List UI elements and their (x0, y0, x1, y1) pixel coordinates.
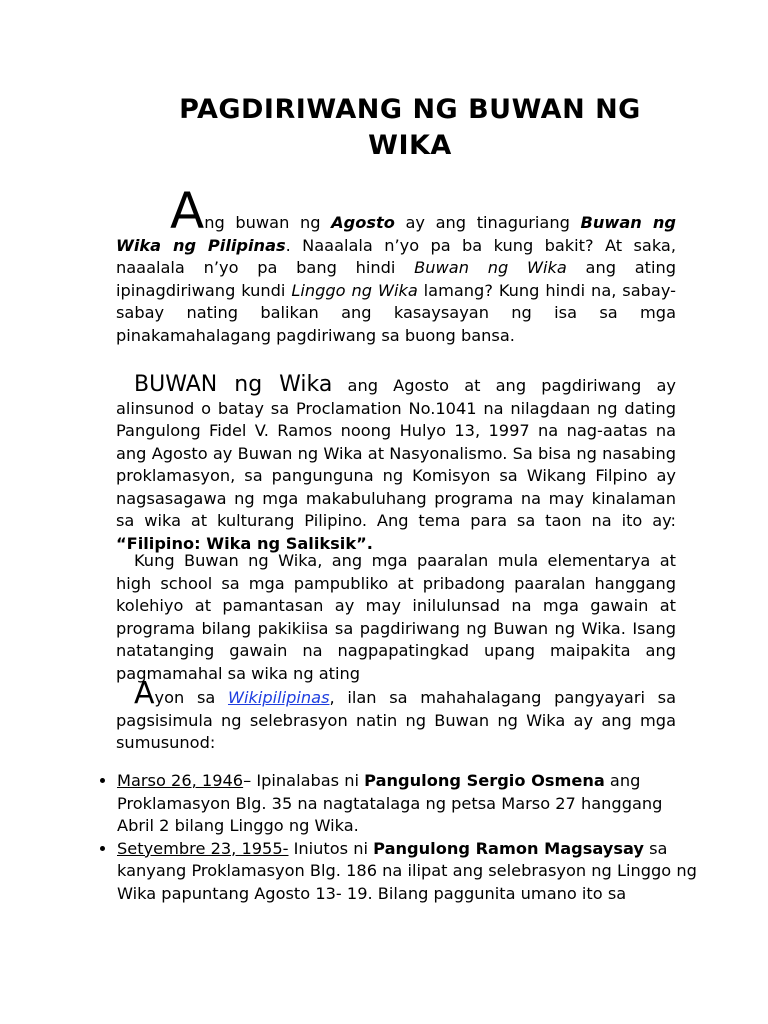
agosto-text: Agosto (331, 213, 395, 232)
event-person: Pangulong Sergio Osmena (364, 771, 605, 790)
wikipilipinas-link[interactable]: Wikipilipinas (227, 688, 330, 707)
event-date: Setyembre 23, 1955- (117, 838, 289, 858)
title-line-2: WIKA (368, 130, 452, 161)
buwan-ng-wika-text: Buwan ng Wika (414, 258, 567, 277)
buwan-lead-text: BUWAN ng Wika (134, 372, 333, 397)
list-item: • Setyembre 23, 1955- Iniutos ni Pangulong Ramon Magsaysay sa kanyang Proklamasyon Blg. 186 na ilipat ang selebrasyon ng Linggo ng Wika papuntang Agosto 13- 19. Bilang paggunita umano ito sa (117, 838, 701, 906)
events-list (96, 770, 701, 905)
list-item: • Marso 26, 1946– Ipinalabas ni Pangulong Sergio Osmena ang Proklamasyon Blg. 35 na nagtatalaga ng petsa Marso 27 hanggang Abril 2 bilang Linggo ng Wika. (117, 770, 701, 838)
title-line-1: PAGDIRIWANG NG BUWAN NG (179, 94, 641, 125)
drop-cap: A (170, 182, 205, 240)
proclamation-paragraph: BUWAN ng Wika ang Agosto at ang pagdiriwang ay alinsunod o batay sa Proclamation No.1041 na nilagdaan ng dating Pangulong Fidel V. Ramos noong Hulyo 13, 1997 na nag-aatas na ang Agosto ay Buwan ng Wika at Nasyonalismo. Sa bisa ng nasabing proklamasyon, sa pangunguna ng Komisyon sa Wikang Filpino ay nagsasagawa ng mga makabuluhang programa na may kinalaman sa wika at kulturang Pilipino. Ang tema para sa taon na ito ay: “Filipino: Wika ng Saliksik”. (116, 372, 676, 553)
buwan-ng-wika-ng-pilipinas-text: Buwan ng Wika ng Pilipinas (116, 213, 677, 255)
page-title (120, 92, 700, 164)
intro-paragraph: Ang buwan ng Agosto ay ang tinaguriang Buwan ng Wika ng Pilipinas. Naaalala n’yo pa ba kung bakit? At saka, naaalala n’yo pa bang hindi Buwan ng Wika ang ating ipinagdiriwang kundi Linggo ng Wika lamang? Kung hindi na, sabay-sabay nating balikan ang kasaysayan ng isa sa mga pinakamahalagang pagdiriwang sa buong bansa. (116, 182, 677, 345)
event-person: Pangulong Ramon Magsaysay (373, 838, 644, 858)
event-date: Marso 26, 1946 (117, 771, 244, 790)
linggo-ng-wika-text: Linggo ng Wika (291, 280, 418, 300)
schools-paragraph: Kung Buwan ng Wika, ang mga paaralan mula elementarya at high school sa mga pampubliko at pribadong paaralan hanggang kolehiyo at pamantasan ay may inilulunsad na mga gawain at programa bilang pakikiisa sa pagdiriwang ng Buwan ng Wika. Isang natatanging gawain na nagpapatingkad upang maipakita ang pagmamahal sa wika ng ating (116, 551, 676, 683)
wikipilipinas-paragraph: Ayon sa Wikipilipinas, ilan sa mahahalagang pangyayari sa pagsisimula ng selebrasyon natin ng Buwan ng Wika ay ang mga sumusunod: (116, 676, 676, 752)
second-drop-cap: A (134, 676, 155, 711)
theme-text: “Filipino: Wika ng Saliksik”. (116, 533, 373, 553)
